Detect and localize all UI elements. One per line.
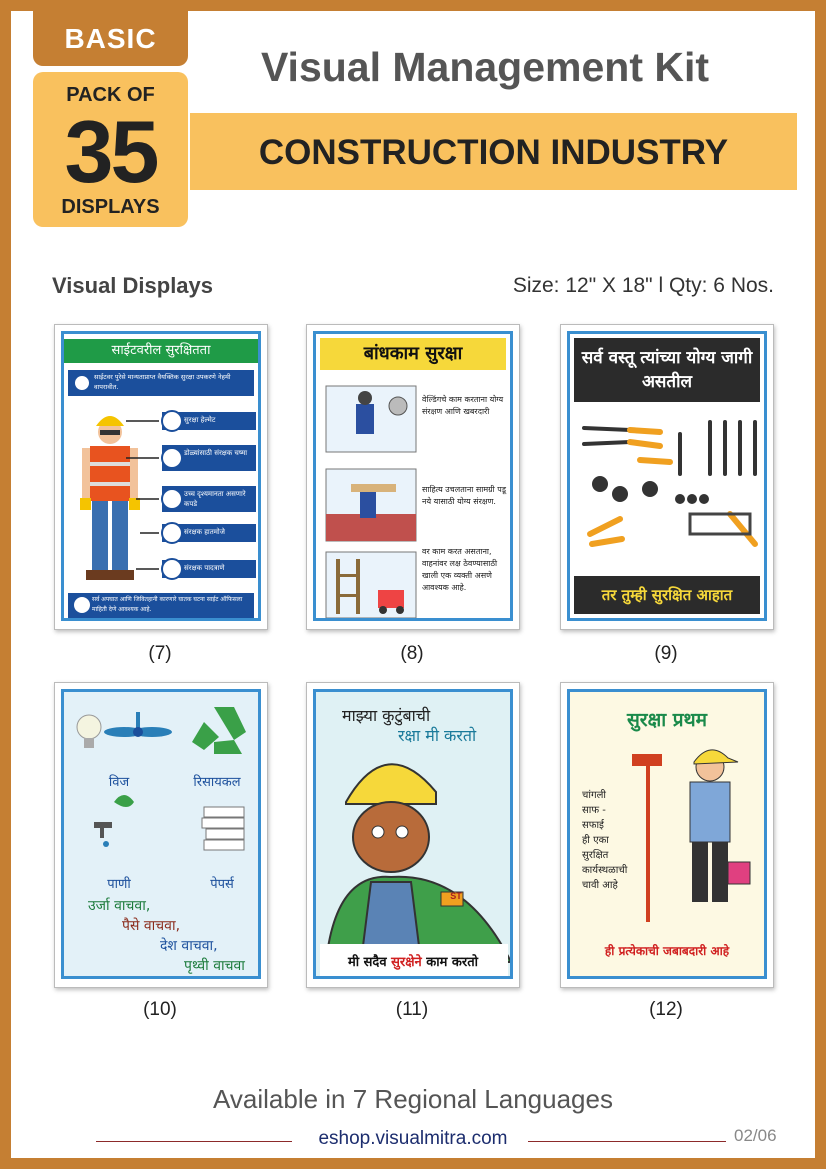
poster-title: सर्व वस्तू त्यांच्या योग्य जागी असतील <box>574 338 760 402</box>
shoes-symbol-icon <box>162 559 182 579</box>
label-water: पाणी <box>107 877 131 892</box>
poster-9 <box>560 324 774 630</box>
body-line: चांगली <box>582 790 606 801</box>
poster-body <box>582 788 652 893</box>
item-shoes: संरक्षक पादत्राणे <box>184 564 225 572</box>
body-line: सुरक्षित <box>582 850 609 861</box>
poster-bottom <box>316 952 510 970</box>
poster-11 <box>306 682 520 988</box>
pack-badge <box>33 72 188 227</box>
caption-7: (7) <box>148 643 172 664</box>
broom-icon <box>632 754 662 766</box>
item-clothing: उच्च दृश्यमानता असणारे कपडे <box>184 490 246 508</box>
languages-note: Available in 7 Regional Languages <box>213 1084 613 1114</box>
item-goggles: डोळ्यांसाठी संरक्षक चष्मा <box>184 449 248 457</box>
caption-8: (8) <box>400 643 424 664</box>
label-electricity: विज <box>108 775 130 790</box>
footer-rule-left <box>96 1141 292 1142</box>
poster-title: साईटवरील सुरक्षितता <box>64 339 258 363</box>
title-line2: रक्षा मी करतो <box>398 726 477 745</box>
note-text: साईटवर पुरेसे मान्यताप्राप्त वैयक्तिक सुरक्षा उपकरणे नेहमी वापरावीत. <box>94 373 231 391</box>
line-country: देश वाचवा, <box>160 938 218 954</box>
tap-icon <box>94 822 112 838</box>
poster-12 <box>560 682 774 988</box>
caption-9: (9) <box>654 643 678 664</box>
poster-bottom: तर तुम्ही सुरक्षित आहात <box>574 576 760 614</box>
text-lifting: साहित्य उचलताना सामग्री पडू नये यासाठी योग्य संरक्षण. <box>422 485 507 506</box>
recycle-icon <box>192 707 246 754</box>
website-link[interactable]: eshop.visualmitra.com <box>318 1128 508 1149</box>
body-line: साफ - <box>582 805 606 816</box>
body-line: कार्यस्थळाची <box>582 865 628 876</box>
plank <box>351 484 396 492</box>
clothing-symbol-icon <box>162 489 182 509</box>
poster-title: बांधकाम सुरक्षा <box>320 338 506 370</box>
fan-icon <box>104 712 172 737</box>
st-badge: ST <box>450 891 462 901</box>
gloves-symbol-icon <box>162 523 182 543</box>
pack-unit: DISPLAYS <box>61 196 160 218</box>
helmet-symbol-icon <box>162 411 182 431</box>
poster-8 <box>306 324 520 630</box>
text-height: वर काम करत असताना, वाहनांवर लक्ष ठेवण्यासाठी खाली एक व्यक्ती असणे आवश्यक आहे. <box>422 547 498 592</box>
body-line: चावी आहे <box>582 880 618 891</box>
caption-10: (10) <box>143 999 177 1020</box>
text-welding: वेल्डिंगचे काम करताना योग्य संरक्षण आणि खबरदारी <box>422 395 504 416</box>
helmet-icon <box>96 416 124 426</box>
bottom-part-b: सुरक्षेने <box>391 955 422 970</box>
bottom-part-c: काम करतो <box>421 955 479 970</box>
poster-7 <box>54 324 268 630</box>
goggles-symbol-icon <box>162 448 182 468</box>
pack-count: 35 <box>64 102 157 201</box>
bucket-icon <box>728 862 750 884</box>
line-energy: उर्जा वाचवा, <box>88 898 151 914</box>
title-line1: माझ्या कुटुंबाची <box>342 706 431 725</box>
line-money: पैसे वाचवा, <box>122 918 181 934</box>
poster-10 <box>54 682 268 988</box>
vest <box>90 446 130 501</box>
worker-art <box>316 692 513 979</box>
label-papers: पेपर्स <box>210 877 234 892</box>
poster-7-art <box>64 334 261 621</box>
pack-label: PACK OF <box>66 84 155 106</box>
industry-title: CONSTRUCTION INDUSTRY <box>258 133 729 172</box>
basic-badge: BASIC <box>33 11 188 66</box>
page-number: 02/06 <box>734 1126 777 1145</box>
line-earth: पृथ्वी वाचवा <box>184 958 245 974</box>
item-helmet: सुरक्षा हेल्मेट <box>184 416 216 424</box>
size-info: Size: 12" X 18" l Qty: 6 Nos. <box>512 274 774 297</box>
kit-title: Visual Management Kit <box>260 44 710 90</box>
bottom-part-a: मी सदैव <box>347 955 392 970</box>
section-label: Visual Displays <box>52 273 214 298</box>
info-icon <box>74 375 90 391</box>
item-gloves: संरक्षक हातमोजे <box>184 528 225 536</box>
body-line: ही एका <box>582 835 609 846</box>
welder <box>356 404 374 434</box>
body-line: सफाई <box>582 820 604 831</box>
papers-icon <box>202 807 244 850</box>
poster-title: सुरक्षा प्रथम <box>626 709 708 731</box>
caption-12: (12) <box>649 999 683 1020</box>
bottom-note: सर्व अपघात आणि जिवितहानी कारणारे घातक घटना साईट ऑफिसला माहिती देणे आवश्यक आहे. <box>92 596 243 613</box>
footer-rule-right <box>528 1141 726 1142</box>
label-recycle: रिसायकल <box>193 775 241 790</box>
helmet-icon <box>346 764 436 804</box>
poster-bottom: ही प्रत्येकाची जबाबदारी आहे <box>604 944 730 958</box>
bulb-icon <box>77 715 101 739</box>
caption-11: (11) <box>395 999 429 1020</box>
